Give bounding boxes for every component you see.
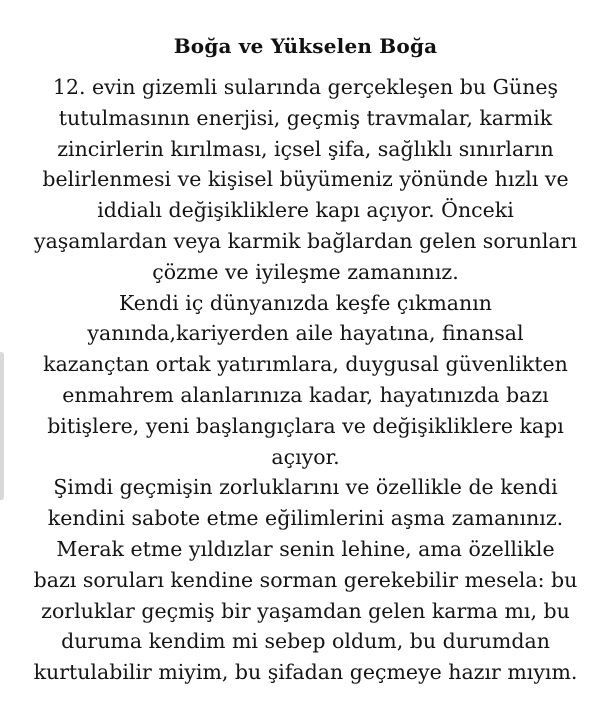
text-line: 12. evin gizemli sularında gerçekleşen bu Güneş [52,75,559,99]
text-line: Kendi iç dünyanızda keşfe çıkmanın [119,290,492,315]
text-line: bazı soruları kendine sorman gerekebilir mesela: bu [33,567,578,592]
text-line: Merak etme yıldızlar senin lehine, ama özellikle [56,536,555,561]
text-line: açıyor. [271,444,340,469]
text-line: Şimdi geçmişin zorluklarını ve özellikle de kendi [53,475,558,500]
text-line: yaşamlardan veya karmik bağlardan gelen sorunları [33,228,577,253]
text-line: kazançtan ortak yatırımlara, duygusal güvenlikten [43,352,568,377]
text-line: duruma kendim mi sebep oldum, bu durumdan [61,629,550,654]
text-line: enmahrem alanlarınıza kadar, hayatınızda bazı [62,382,549,407]
text-line: çözme ve iyileşme zamanınız. [152,259,459,284]
text-line: yanında,kariyerden aile hayatına, finansal [87,321,524,346]
document-title: Boğa ve Yükselen Boğa [173,34,438,58]
text-line: zincirlerin kırılması, içsel şifa, sağlıklı sınırların [57,136,554,161]
text-line: tutulmasının enerjisi, geçmiş travmalar, karmik [58,105,553,130]
text-line: kurtulabilir miyim, bu şifadan geçmeye hazır mıyım. [33,660,578,685]
text-line: iddialı değişikliklere kapı açıyor. Önceki [97,198,514,223]
document-body [0,72,611,688]
text-line: bitişlere, yeni başlangıçlara ve değişikliklere kapı [47,413,564,438]
text-line: kendini sabote etme eğilimlerini aşma zamanınız. [47,506,564,531]
text-line: belirlenmesi ve kişisel büyümeniz yönünde hızlı ve [42,167,569,192]
text-line: zorluklar geçmiş bir yaşamdan gelen karma mı, bu [41,598,570,623]
